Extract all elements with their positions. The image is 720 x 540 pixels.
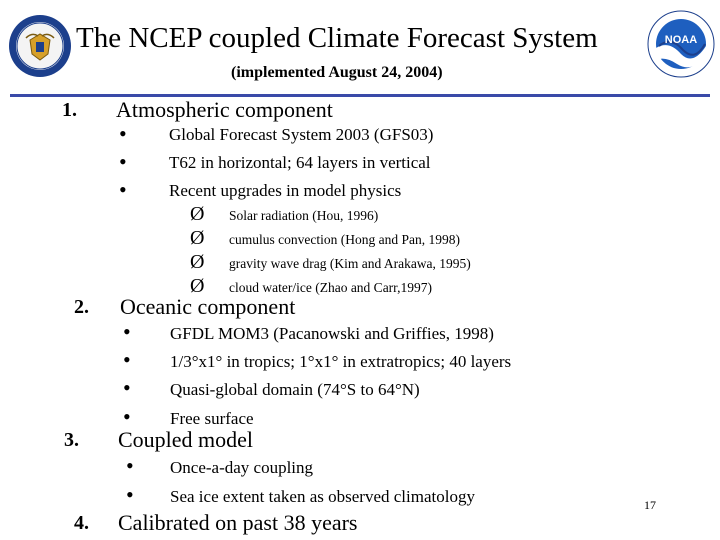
bullet-icon: • — [119, 121, 127, 146]
svg-text:NOAA: NOAA — [664, 34, 698, 46]
bullet-text: Recent upgrades in model physics — [169, 181, 402, 200]
bullet-icon: • — [123, 347, 131, 372]
bullet-icon: • — [126, 453, 134, 478]
slide-subtitle: (implemented August 24, 2004) — [231, 64, 443, 81]
section-number: 4. — [74, 512, 89, 534]
bullet-text: Sea ice extent taken as observed climatology — [170, 487, 475, 506]
bullet-text: Free surface — [170, 409, 254, 428]
sub-bullet-text: Solar radiation (Hou, 1996) — [229, 208, 379, 223]
sub-bullet-text: cumulus convection (Hong and Pan, 1998) — [229, 232, 460, 247]
bullet-icon: • — [123, 404, 131, 429]
bullet-text: Global Forecast System 2003 (GFS03) — [169, 125, 434, 144]
bullet-text: Once-a-day coupling — [170, 458, 314, 477]
bullet-text: T62 in horizontal; 64 layers in vertical — [169, 153, 431, 172]
section-heading: Coupled model — [118, 427, 254, 452]
arrow-bullet-icon: Ø — [190, 227, 205, 249]
sub-bullet-text: gravity wave drag (Kim and Arakawa, 1995) — [229, 256, 471, 271]
section-heading: Atmospheric component — [116, 97, 333, 122]
section-number: 1. — [62, 99, 77, 121]
bullet-icon: • — [123, 375, 131, 400]
arrow-bullet-icon: Ø — [190, 251, 205, 273]
arrow-bullet-icon: Ø — [190, 203, 205, 225]
arrow-bullet-icon: Ø — [190, 275, 205, 297]
bullet-text: GFDL MOM3 (Pacanowski and Griffies, 1998) — [170, 324, 494, 343]
bullet-icon: • — [126, 482, 134, 507]
noaa-logo — [647, 10, 715, 78]
page-number: 17 — [644, 498, 656, 512]
slide-title: The NCEP coupled Climate Forecast System — [76, 22, 598, 54]
bullet-text: Quasi-global domain (74°S to 64°N) — [170, 380, 420, 399]
bullet-icon: • — [123, 319, 131, 344]
sub-bullet-text: cloud water/ice (Zhao and Carr,1997) — [229, 280, 433, 295]
dept-of-commerce-seal-logo — [8, 14, 72, 78]
section-number: 2. — [74, 296, 89, 318]
bullet-icon: • — [119, 149, 127, 174]
section-heading: Oceanic component — [120, 294, 296, 319]
section-number: 3. — [64, 429, 79, 451]
section-heading: Calibrated on past 38 years — [118, 510, 358, 535]
bullet-icon: • — [119, 177, 127, 202]
title-divider — [10, 94, 710, 97]
bullet-text: 1/3°x1° in tropics; 1°x1° in extratropics; 40 layers — [170, 352, 512, 371]
